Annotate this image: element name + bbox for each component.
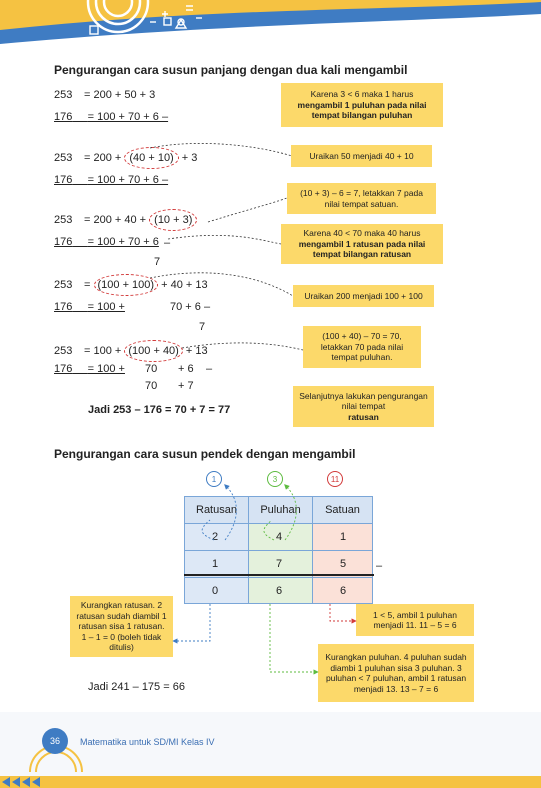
note-borrow-hundreds-line2: mengambil 1 ratusan pada nilai tempat bilangan ratusan xyxy=(298,238,426,260)
carry-circle-tens: 3 xyxy=(267,471,283,487)
step4-ring-text: (100 + 100) xyxy=(97,279,155,291)
step2-bottom-expansion: = 100 + 70 + 6 – xyxy=(87,174,169,186)
step5-top-suffix: + 13 xyxy=(185,345,208,357)
step4-top-suffix: + 40 + 13 xyxy=(161,279,208,291)
step3-top-prefix: = 200 + 40 + xyxy=(84,214,147,226)
step3-top-number: 253 xyxy=(54,214,73,226)
cell-satuan-1: 1 xyxy=(313,524,373,551)
step4-top-prefix: = xyxy=(84,279,91,291)
carry-circle-hundreds: 1 xyxy=(206,471,222,487)
cell-puluhan-3: 6 xyxy=(249,578,313,604)
note-borrow-tens-line1: Karena 3 < 6 maka 1 harus xyxy=(310,89,414,100)
step4-bottom-tail: 70 + 6 – xyxy=(170,301,211,313)
step5-result-70: 70 xyxy=(145,380,158,392)
step4-result: 7 xyxy=(199,321,206,333)
step2-top-number: 253 xyxy=(54,152,73,164)
step1-bottom-expansion: = 100 + 70 + 6 – xyxy=(87,111,169,123)
note-split-50: Uraikan 50 menjadi 40 + 10 xyxy=(291,145,432,167)
short-method-title: Pengurangan cara susun pendek dengan mengambil xyxy=(54,447,356,461)
step4-bottom-expansion: = 100 + xyxy=(87,301,125,313)
step5-bottom-70: 70 xyxy=(145,363,158,375)
note-hundreds-step-line1: Selanjutnya lakukan pengurangan nilai tempat xyxy=(299,390,428,412)
note-satuan: 1 < 5, ambil 1 puluhan menjadi 11. 11 – 5 = 6 xyxy=(356,604,474,636)
cell-satuan-2: 5 xyxy=(313,551,373,578)
note-borrow-tens-line2: mengambil 1 puluhan pada nilai tempat bilangan puluhan xyxy=(297,99,427,121)
cell-ratusan-1: 2 xyxy=(185,524,249,551)
step4-bottom-number: 176 xyxy=(54,301,73,313)
cell-puluhan-1: 4 xyxy=(249,524,313,551)
cell-ratusan-3: 0 xyxy=(185,578,249,604)
note-tens-result: (100 + 40) – 70 = 70, letakkan 70 pada nilai tempat puluhan. xyxy=(303,326,421,368)
subtraction-minus: – xyxy=(376,560,383,572)
note-split-200: Uraikan 200 menjadi 100 + 100 xyxy=(293,285,434,307)
step5-bottom-number: 176 xyxy=(54,363,73,375)
long-conclusion: Jadi 253 – 176 = 70 + 7 = 77 xyxy=(88,404,231,416)
step4-top-number: 253 xyxy=(54,279,73,291)
note-borrow-hundreds-line1: Karena 40 < 70 maka 40 harus xyxy=(303,228,421,239)
step5-bottom-expansion: = 100 + xyxy=(87,363,125,375)
short-conclusion: Jadi 241 – 175 = 66 xyxy=(88,681,185,693)
step3-result: 7 xyxy=(154,256,161,268)
step5-top-number: 253 xyxy=(54,345,73,357)
header-ratusan: Ratusan xyxy=(185,497,249,524)
long-method-title: Pengurangan cara susun panjang dengan dua kali mengambil xyxy=(54,63,408,77)
step1-bottom-number: 176 xyxy=(54,111,73,123)
step5-result-7: + 7 xyxy=(178,380,194,392)
note-hundreds-step-line2: ratusan xyxy=(348,411,379,422)
step3-minus: – xyxy=(164,237,171,249)
step5-bottom-plus6: + 6 xyxy=(178,363,194,375)
step1-top-number: 253 xyxy=(54,89,73,101)
note-puluhan: Kurangkan puluhan. 4 puluhan sudah diambi 1 puluhan sisa 3 puluhan. 3 puluhan < 7 puluhan, ambil 1 ratusan menjadi 13. 13 – 7 = 6 xyxy=(318,644,474,702)
header-puluhan: Puluhan xyxy=(249,497,313,524)
step1-top-expansion: = 200 + 50 + 3 xyxy=(84,89,156,101)
carry-circle-ones: 11 xyxy=(327,471,343,487)
step3-bottom-number: 176 xyxy=(54,236,73,248)
step2-ring-text: (40 + 10) xyxy=(129,152,174,164)
step5-ring-text: (100 + 40) xyxy=(128,345,179,357)
step3-bottom-expansion: = 100 + 70 + 6 xyxy=(87,236,159,248)
step5-minus: – xyxy=(206,363,213,375)
book-title: Matematika untuk SD/MI Kelas IV xyxy=(80,737,215,747)
note-ratusan: Kurangkan ratusan. 2 ratusan sudah diambil 1 ratusan sisa 1 ratusan. 1 – 1 = 0 (boleh tidak ditulis) xyxy=(70,596,173,657)
header-satuan: Satuan xyxy=(313,497,373,524)
note-ones-result: (10 + 3) – 6 = 7, letakkan 7 pada nilai tempat satuan. xyxy=(287,183,436,214)
step2-bottom-number: 176 xyxy=(54,174,73,186)
step2-top-suffix: + 3 xyxy=(181,152,198,164)
step3-ring-text: (10 + 3) xyxy=(154,214,193,226)
page-number: 36 xyxy=(42,728,68,754)
cell-puluhan-2: 7 xyxy=(249,551,313,578)
cell-ratusan-2: 1 xyxy=(185,551,249,578)
cell-satuan-3: 6 xyxy=(313,578,373,604)
step2-top-prefix: = 200 + xyxy=(84,152,122,164)
step5-top-prefix: = 100 + xyxy=(84,345,122,357)
footer-decoration xyxy=(0,712,541,788)
